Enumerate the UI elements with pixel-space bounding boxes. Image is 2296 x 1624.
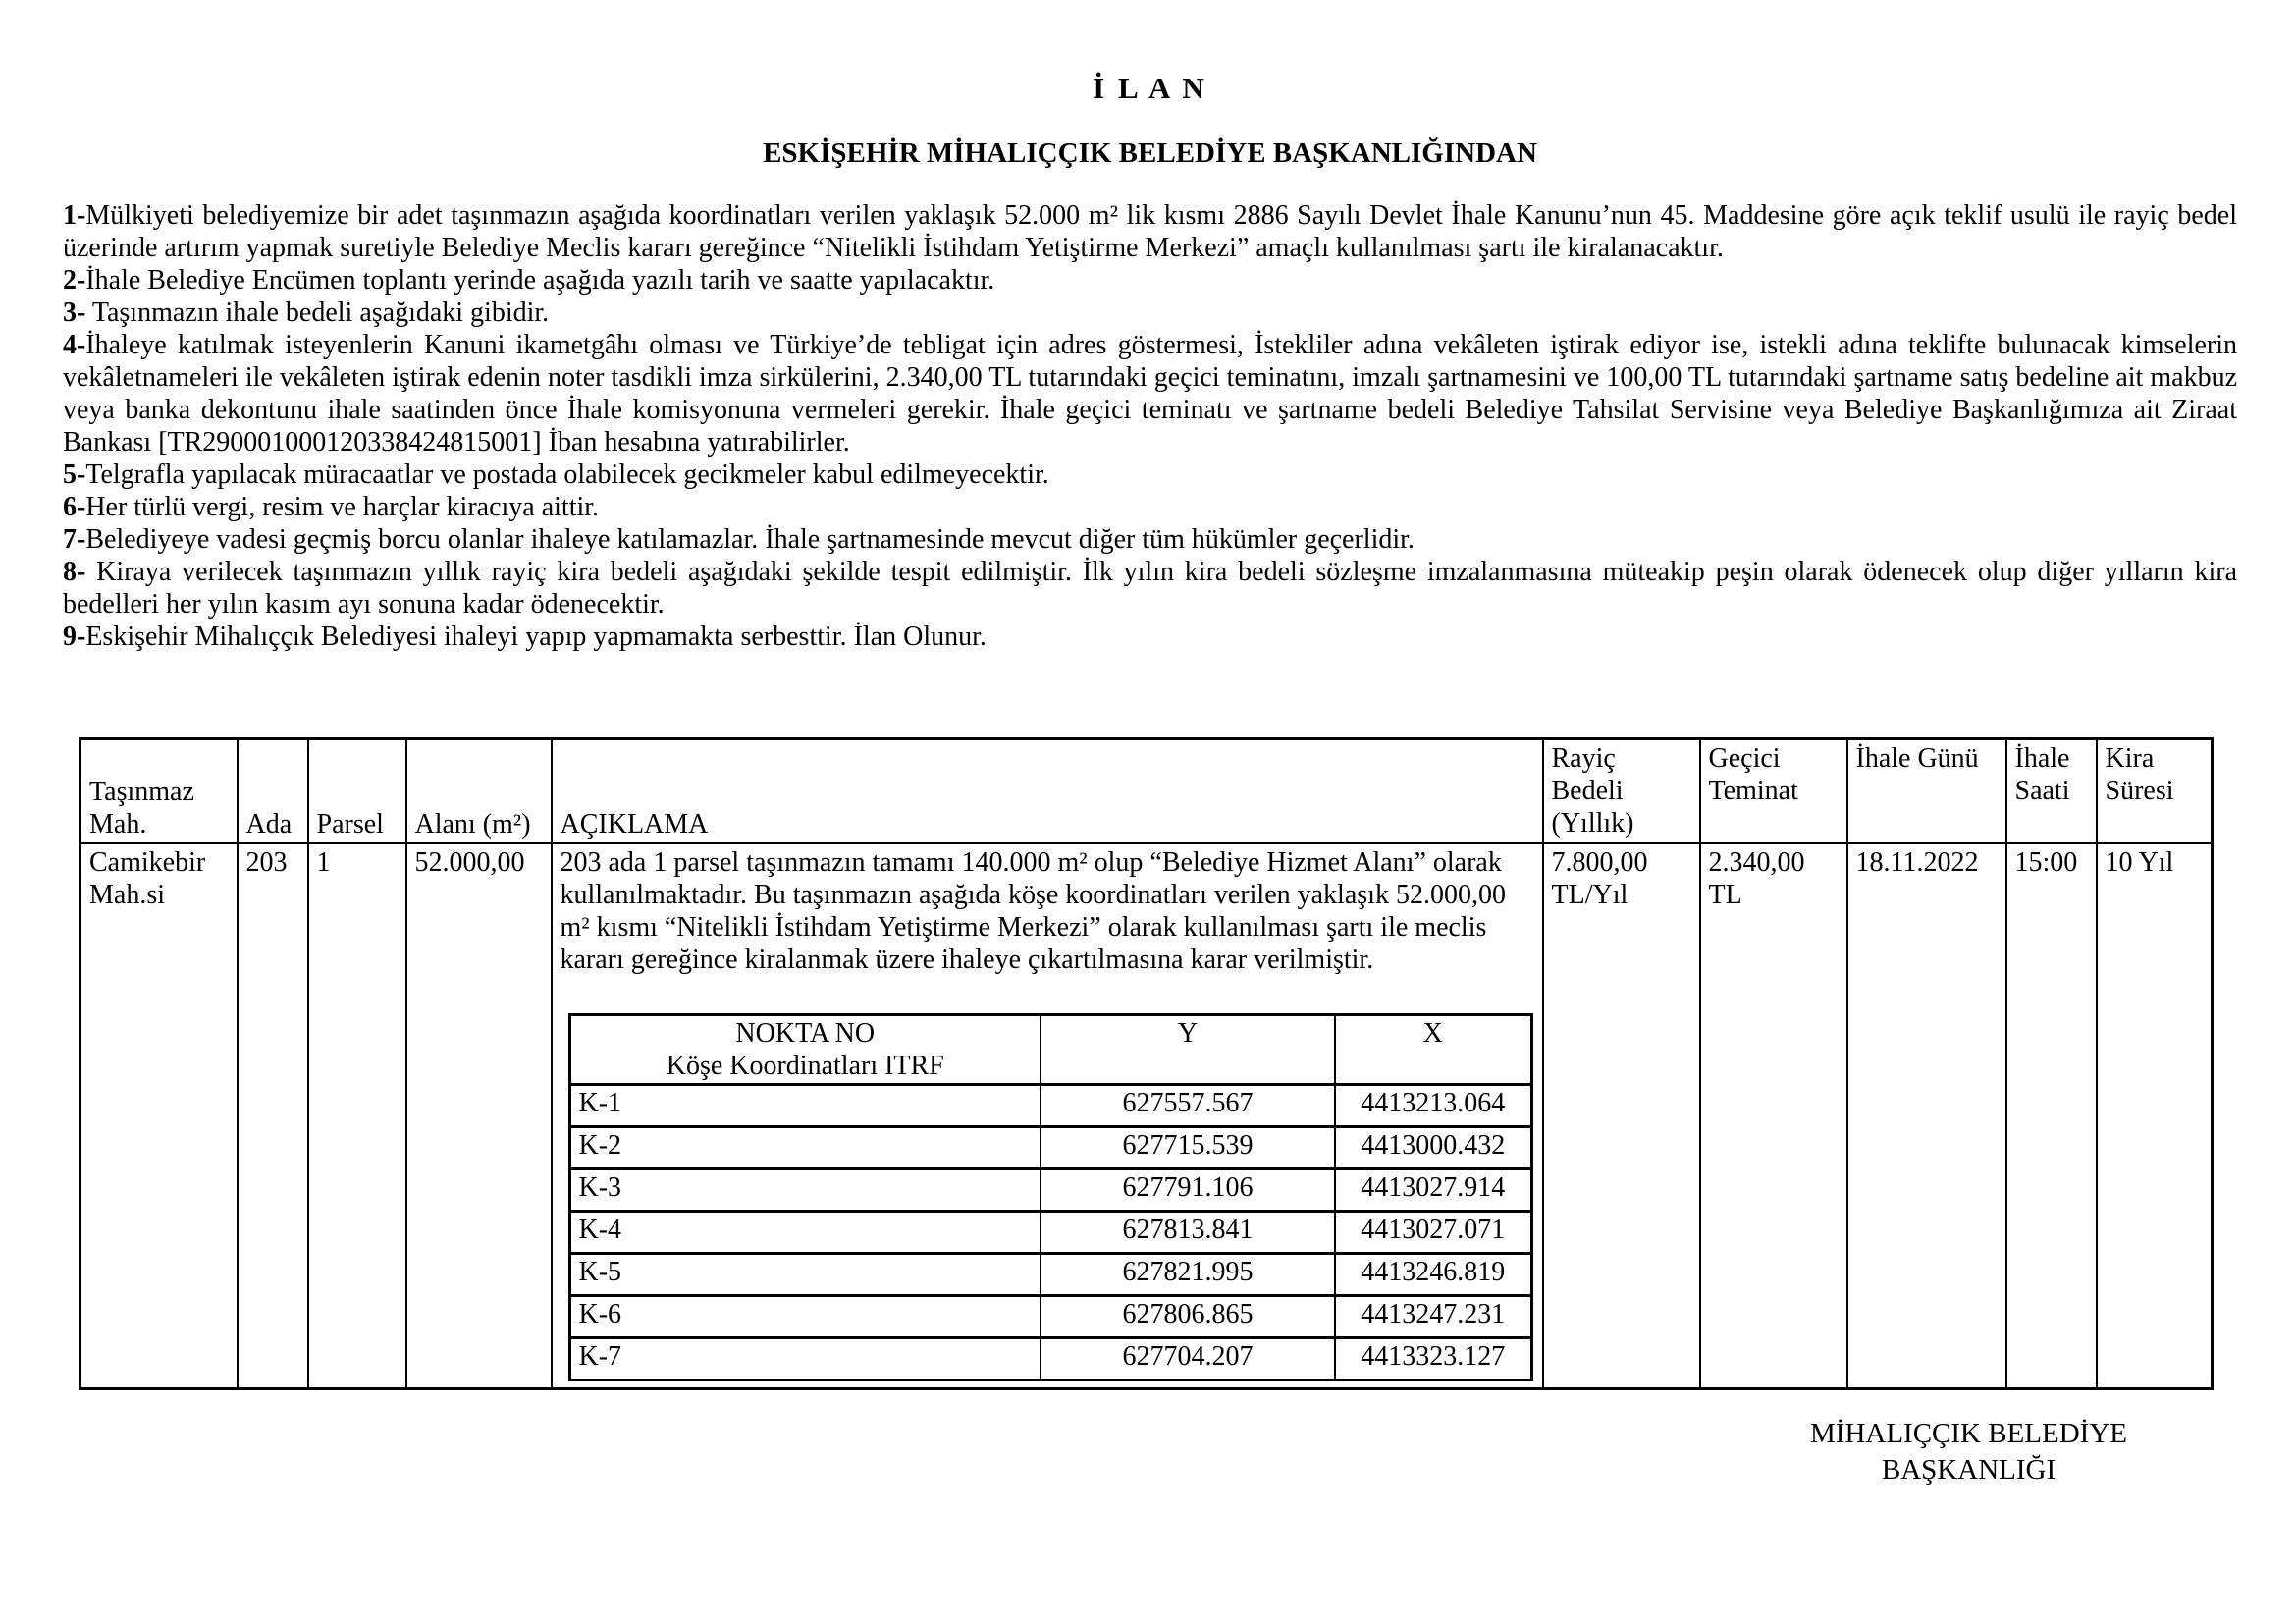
point-y: 627806.865: [1041, 1295, 1335, 1337]
announcement-paragraph-7: [63, 523, 2237, 556]
column-header-gecici-teminat: Geçici Teminat: [1700, 739, 1847, 843]
announcement-paragraph-8: [63, 556, 2237, 621]
cell-ada: 203: [238, 843, 308, 1389]
point-label: K-2: [569, 1126, 1041, 1168]
column-header-ada: Ada: [238, 739, 308, 843]
page-subtitle: ESKİŞEHİR MİHALIÇÇIK BELEDİYE BAŞKANLIĞINDAN: [763, 137, 1537, 169]
announcement-paragraph-6: [63, 491, 2237, 523]
announcement-body: [63, 199, 2237, 653]
signature-line2: BAŞKANLIĞI: [1881, 1453, 2056, 1486]
point-x: 4413027.071: [1335, 1211, 1531, 1253]
announcement-paragraph-9: [63, 621, 2237, 653]
paragraph-number: 2-: [63, 265, 86, 296]
point-x: 4413323.127: [1335, 1337, 1531, 1380]
paragraph-text: İhale Belediye Encümen toplantı yerinde aşağıda yazılı tarih ve saatte yapılacaktır.: [85, 265, 995, 296]
column-header-aciklama: AÇIKLAMA: [552, 739, 1543, 843]
cell-alani: 52.000,00: [406, 843, 552, 1389]
paragraph-text: Eskişehir Mihalıççık Belediyesi ihaleyi yapıp yapmamakta serbesttir. İlan Olunur.: [85, 622, 987, 652]
coords-header-y: Y: [1041, 1014, 1335, 1084]
point-x: 4413027.914: [1335, 1168, 1531, 1211]
point-y: 627791.106: [1041, 1168, 1335, 1211]
paragraph-number: 1-: [63, 200, 86, 231]
coords-header-x: X: [1335, 1014, 1531, 1084]
tender-table-row: [80, 843, 2213, 1389]
column-header-parsel: Parsel: [308, 739, 406, 843]
point-y: 627813.841: [1041, 1211, 1335, 1253]
signature-line1: MİHALIÇÇIK BELEDİYE: [1810, 1417, 2127, 1449]
cell-parsel: 1: [308, 843, 406, 1389]
point-y: 627715.539: [1041, 1126, 1335, 1168]
announcement-paragraph-5: [63, 459, 2237, 491]
column-header-tasinmaz-mah: Taşınmaz Mah.: [80, 739, 238, 843]
coordinate-row-k7: [569, 1337, 1531, 1380]
cell-rayic-bedeli: 7.800,00 TL/Yıl: [1543, 843, 1700, 1389]
cell-ihale-saati: 15:00: [2006, 843, 2097, 1389]
tender-table: [79, 737, 2214, 1390]
coordinates-header-row: [569, 1014, 1531, 1084]
paragraph-number: 8-: [63, 557, 86, 587]
point-x: 4413213.064: [1335, 1084, 1531, 1126]
cell-kira-suresi: 10 Yıl: [2097, 843, 2213, 1389]
cell-tasinmaz-mah: Camikebir Mah.si: [80, 843, 238, 1389]
paragraph-text: Mülkiyeti belediyemize bir adet taşınmazın aşağıda koordinatları verilen yaklaşık 52.000 m² lik kısmı 2886 Sayılı Devlet İhale Kanunu’nun 45. Maddesine göre açık teklif usulü ile rayiç bedel üzerinde artırım yapmak suretiyle Belediye Meclis kararı gereğince “Nitelikli İstihdam Yetiştirme Merkezi” amaçlı kullanılması şartı ile kiralanacaktır.: [63, 200, 2237, 263]
coordinate-row-k3: [569, 1168, 1531, 1211]
coordinates-table: [568, 1013, 1533, 1381]
point-x: 4413247.231: [1335, 1295, 1531, 1337]
point-label: K-3: [569, 1168, 1041, 1211]
paragraph-text: Telgrafla yapılacak müracaatlar ve postada olabilecek gecikmeler kabul edilmeyecektir.: [85, 460, 1049, 490]
paragraph-text: Kiraya verilecek taşınmazın yıllık rayiç kira bedeli aşağıdaki şekilde tespit edilmiştir. İlk yılın kira bedeli sözleşme imzalanmasına müteakip peşin olarak ödenecek olup diğer yılların kira bedelleri her yılın kasım ayı sonuna kadar ödenecektir.: [63, 557, 2237, 620]
announcement-paragraph-3: [63, 297, 2237, 329]
coordinate-row-k5: [569, 1253, 1531, 1295]
paragraph-text: İhaleye katılmak isteyenlerin Kanuni ikametgâhı olması ve Türkiye’de tebligat için adres göstermesi, İstekliler adına vekâleten iştirak ediyor ise, istekli adına teklifte bulunacak kimselerin vekâletnameleri ile vekâleten iştirak edenin noter tasdikli imza sirkülerini, 2.340,00 TL tutarındaki geçici teminatını, imzalı şartnamesini ve 100,00 TL tutarındaki şartname satış bedeline ait makbuz veya banka dekontunu ihale saatinden önce İhale komisyonuna vermeleri gerekir. İhale geçici teminatı ve şartname bedeli Belediye Tahsilat Servisine veya Belediye Başkanlığımıza ait Ziraat Bankası [TR290001000120338424815001] İban hesabına yatırabilirler.: [63, 330, 2237, 458]
cell-gecici-teminat: 2.340,00 TL: [1700, 843, 1847, 1389]
point-label: K-5: [569, 1253, 1041, 1295]
coordinate-row-k1: [569, 1084, 1531, 1126]
paragraph-number: 3-: [63, 298, 86, 328]
coordinate-row-k4: [569, 1211, 1531, 1253]
cell-aciklama: [552, 843, 1543, 1389]
cell-ihale-gunu: 18.11.2022: [1847, 843, 2006, 1389]
paragraph-number: 9-: [63, 622, 86, 652]
column-header-rayic-bedeli: Rayiç Bedeli (Yıllık): [1543, 739, 1700, 843]
page-title: İ L A N: [1093, 71, 1207, 105]
column-header-alani: Alanı (m²): [406, 739, 552, 843]
coordinate-row-k2: [569, 1126, 1531, 1168]
point-label: K-4: [569, 1211, 1041, 1253]
paragraph-number: 7-: [63, 524, 86, 555]
coords-header-nokta-no: [569, 1014, 1041, 1084]
paragraph-text: Taşınmazın ihale bedeli aşağıdaki gibidir.: [85, 298, 550, 328]
aciklama-text: 203 ada 1 parsel taşınmazın tamamı 140.000 m² olup “Belediye Hizmet Alanı” olarak kullanılmaktadır. Bu taşınmazın aşağıda köşe koordinatları verilen yaklaşık 52.000,00 m² kısmı “Nitelikli İstihdam Yetiştirme Merkezi” olarak kullanılması şartı ile meclis kararı gereğince kiralanmak üzere ihaleye çıkartılmasına karar verilmiştir.: [560, 846, 1506, 975]
column-header-kira-suresi: Kira Süresi: [2097, 739, 2213, 843]
announcement-paragraph-2: [63, 264, 2237, 297]
signature-block: [1810, 1416, 2127, 1489]
coordinate-row-k6: [569, 1295, 1531, 1337]
point-y: 627704.207: [1041, 1337, 1335, 1380]
announcement-paragraph-1: [63, 199, 2237, 264]
paragraph-text: Belediyeye vadesi geçmiş borcu olanlar ihaleye katılamazlar. İhale şartnamesinde mevcut diğer tüm hükümler geçerlidir.: [85, 524, 1415, 555]
announcement-paragraph-4: [63, 329, 2237, 459]
coords-header-line1: NOKTA NO: [735, 1017, 876, 1049]
tender-table-header-row: [80, 739, 2213, 843]
point-x: 4413000.432: [1335, 1126, 1531, 1168]
point-y: 627821.995: [1041, 1253, 1335, 1295]
paragraph-number: 5-: [63, 460, 86, 490]
point-y: 627557.567: [1041, 1084, 1335, 1126]
point-label: K-6: [569, 1295, 1041, 1337]
point-label: K-7: [569, 1337, 1041, 1380]
paragraph-number: 6-: [63, 492, 86, 522]
point-label: K-1: [569, 1084, 1041, 1126]
column-header-ihale-saati: İhale Saati: [2006, 739, 2097, 843]
column-header-ihale-gunu: İhale Günü: [1847, 739, 2006, 843]
coords-header-line2: Köşe Koordinatları ITRF: [666, 1050, 944, 1081]
point-x: 4413246.819: [1335, 1253, 1531, 1295]
paragraph-number: 4-: [63, 330, 86, 360]
paragraph-text: Her türlü vergi, resim ve harçlar kiracıya aittir.: [85, 492, 600, 522]
